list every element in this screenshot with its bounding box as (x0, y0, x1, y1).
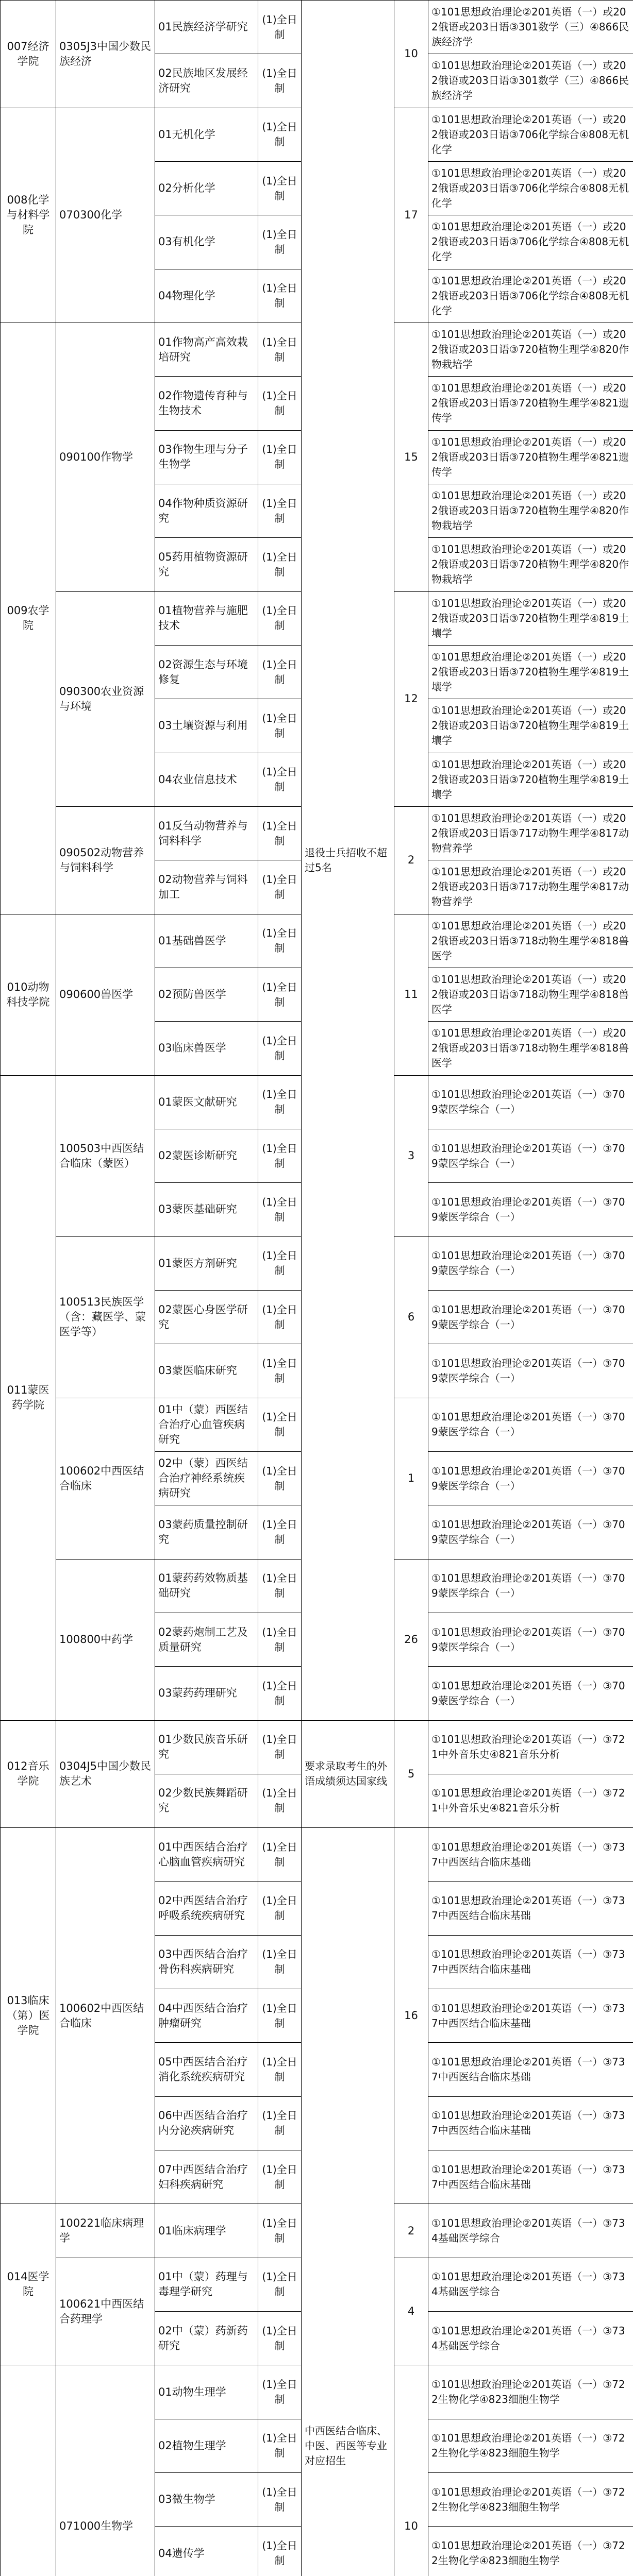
degree-cell: (1)全日制 (258, 1451, 302, 1505)
degree-cell: (1)全日制 (258, 1075, 302, 1129)
exams-cell: ①101思想政治理论②201英语（一）或202俄语或203日语③720植物生理学④819土壤学 (428, 645, 633, 699)
degree-cell: (1)全日制 (258, 2150, 302, 2204)
major-cell: 100800中药学 (56, 1559, 155, 1720)
direction-cell: 03蒙药药理研究 (155, 1667, 258, 1720)
degree-cell: (1)全日制 (258, 269, 302, 323)
direction-cell: 01中西医结合治疗心脑血管疾病研究 (155, 1828, 258, 1882)
exams-cell: ①101思想政治理论②201英语（一）③709蒙医学综合（一） (428, 1667, 633, 1720)
major-cell: 090100作物学 (56, 323, 155, 591)
exams-cell: ①101思想政治理论②201英语（一）③709蒙医学综合（一） (428, 1559, 633, 1613)
count-cell: 10 (394, 1, 428, 108)
degree-cell: (1)全日制 (258, 2096, 302, 2150)
degree-cell: (1)全日制 (258, 1236, 302, 1290)
table-row (1, 1720, 633, 1774)
degree-cell: (1)全日制 (258, 377, 302, 430)
degree-cell: (1)全日制 (258, 645, 302, 699)
college-cell: 010动物科技学院 (1, 914, 56, 1075)
direction-cell: 01蒙医方剂研究 (155, 1236, 258, 1290)
degree-cell: (1)全日制 (258, 1882, 302, 1935)
direction-cell: 01中（蒙）药理与毒理学研究 (155, 2258, 258, 2311)
direction-cell: 04农业信息技术 (155, 753, 258, 806)
exams-cell: ①101思想政治理论②201英语（一）③722生物化学④823细胞生物学 (428, 2473, 633, 2527)
exams-cell: ①101思想政治理论②201英语（一）③709蒙医学综合（一） (428, 1236, 633, 1290)
exams-cell: ①101思想政治理论②201英语（一）③722生物化学④823细胞生物学 (428, 2527, 633, 2576)
count-cell: 2 (394, 2204, 428, 2258)
exams-cell: ①101思想政治理论②201英语（一）或202俄语或203日语③706化学综合④808无机化学 (428, 269, 633, 323)
major-cell: 100221临床病理学 (56, 2204, 155, 2258)
degree-cell: (1)全日制 (258, 699, 302, 753)
degree-cell: (1)全日制 (258, 1129, 302, 1182)
degree-cell: (1)全日制 (258, 1505, 302, 1559)
count-cell: 16 (394, 1828, 428, 2204)
direction-cell: 01动物生理学 (155, 2365, 258, 2419)
direction-cell: 01少数民族音乐研究 (155, 1720, 258, 1774)
exams-cell: ①101思想政治理论②201英语（一）或202俄语或203日语③720植物生理学④820作物栽培学 (428, 323, 633, 376)
degree-cell: (1)全日制 (258, 538, 302, 591)
degree-cell: (1)全日制 (258, 1935, 302, 1989)
table-body (1, 1, 633, 2576)
degree-cell: (1)全日制 (258, 1344, 302, 1398)
direction-cell: 02民族地区发展经济研究 (155, 54, 258, 108)
major-cell: 070300化学 (56, 108, 155, 323)
direction-cell: 03土壤资源与利用 (155, 699, 258, 753)
degree-cell: (1)全日制 (258, 1613, 302, 1666)
exams-cell: ①101思想政治理论②201英语（一）③709蒙医学综合（一） (428, 1451, 633, 1505)
college-cell: 008化学与材料学院 (1, 108, 56, 323)
degree-cell: (1)全日制 (258, 323, 302, 376)
exams-cell: ①101思想政治理论②201英语（一）③737中西医结合临床基础 (428, 1989, 633, 2043)
exams-cell: ①101思想政治理论②201英语（一）或202俄语或203日语③301数学（三）④866民族经济学 (428, 54, 633, 108)
direction-cell: 01蒙医文献研究 (155, 1075, 258, 1129)
degree-cell: (1)全日制 (258, 753, 302, 806)
major-cell: 100602中西医结合临床 (56, 1398, 155, 1559)
exams-cell: ①101思想政治理论②201英语（一）③734基础医学综合 (428, 2312, 633, 2365)
direction-cell: 02动物营养与饲料加工 (155, 860, 258, 914)
count-cell: 1 (394, 1398, 428, 1559)
degree-cell: (1)全日制 (258, 484, 302, 537)
direction-cell: 02中（蒙）西医结合治疗神经系统疾病研究 (155, 1451, 258, 1505)
degree-cell: (1)全日制 (258, 1559, 302, 1613)
count-cell: 12 (394, 591, 428, 806)
direction-cell: 01作物高产高效栽培研究 (155, 323, 258, 376)
college-cell (1, 2365, 56, 2576)
degree-cell: (1)全日制 (258, 215, 302, 269)
degree-cell: (1)全日制 (258, 2204, 302, 2258)
direction-cell: 01中（蒙）西医结合治疗心血管疾病研究 (155, 1398, 258, 1451)
major-cell: 090300农业资源与环境 (56, 591, 155, 806)
college-cell: 011蒙医药学院 (1, 1075, 56, 1720)
degree-cell: (1)全日制 (258, 1022, 302, 1075)
major-cell: 090600兽医学 (56, 914, 155, 1075)
degree-cell: (1)全日制 (258, 1720, 302, 1774)
exams-cell: ①101思想政治理论②201英语（一）或202俄语或203日语③717动物生理学④817动物营养学 (428, 860, 633, 914)
exams-cell: ①101思想政治理论②201英语（一）③737中西医结合临床基础 (428, 1882, 633, 1935)
major-cell: 071000生物学 (56, 2365, 155, 2576)
degree-cell: (1)全日制 (258, 1290, 302, 1344)
degree-cell: (1)全日制 (258, 108, 302, 161)
exams-cell: ①101思想政治理论②201英语（一）③734基础医学综合 (428, 2204, 633, 2258)
direction-cell: 02作物遗传育种与生物技术 (155, 377, 258, 430)
degree-cell: (1)全日制 (258, 161, 302, 215)
exams-cell: ①101思想政治理论②201英语（一）或202俄语或203日语③720植物生理学④819土壤学 (428, 753, 633, 806)
exams-cell: ①101思想政治理论②201英语（一）③737中西医结合临床基础 (428, 2043, 633, 2096)
degree-cell: (1)全日制 (258, 2419, 302, 2472)
count-cell: 10 (394, 2365, 428, 2576)
direction-cell: 04作物种质资源研究 (155, 484, 258, 537)
degree-cell: (1)全日制 (258, 1398, 302, 1451)
direction-cell: 03蒙医临床研究 (155, 1344, 258, 1398)
degree-cell: (1)全日制 (258, 2365, 302, 2419)
exams-cell: ①101思想政治理论②201英语（一）或202俄语或203日语③720植物生理学④819土壤学 (428, 591, 633, 645)
direction-cell: 04遗传学 (155, 2527, 258, 2576)
direction-cell: 03微生物学 (155, 2473, 258, 2527)
exams-cell: ①101思想政治理论②201英语（一）或202俄语或203日语③720植物生理学④821遗传学 (428, 430, 633, 484)
degree-cell: (1)全日制 (258, 1989, 302, 2043)
direction-cell: 02植物生理学 (155, 2419, 258, 2472)
direction-cell: 03蒙医基础研究 (155, 1183, 258, 1236)
college-cell: 012音乐学院 (1, 1720, 56, 1828)
remark-cell: 退役士兵招收不超过5名 (302, 1, 394, 1721)
exams-cell: ①101思想政治理论②201英语（一）或202俄语或203日语③301数学（三）④866民族经济学 (428, 1, 633, 54)
exams-cell: ①101思想政治理论②201英语（一）③709蒙医学综合（一） (428, 1075, 633, 1129)
count-cell: 26 (394, 1559, 428, 1720)
college-cell: 007经济学院 (1, 1, 56, 108)
degree-cell: (1)全日制 (258, 430, 302, 484)
direction-cell: 02蒙药炮制工艺及质量研究 (155, 1613, 258, 1666)
direction-cell: 06中西医结合治疗内分泌疾病研究 (155, 2096, 258, 2150)
count-cell: 5 (394, 1720, 428, 1828)
exams-cell: ①101思想政治理论②201英语（一）③737中西医结合临床基础 (428, 2096, 633, 2150)
major-cell: 100602中西医结合临床 (56, 1828, 155, 2204)
direction-cell: 07中西医结合治疗妇科疾病研究 (155, 2150, 258, 2204)
degree-cell: (1)全日制 (258, 2258, 302, 2311)
count-cell: 17 (394, 108, 428, 323)
direction-cell: 01植物营养与施肥技术 (155, 591, 258, 645)
degree-cell: (1)全日制 (258, 54, 302, 108)
direction-cell: 02蒙医心身医学研究 (155, 1290, 258, 1344)
count-cell: 6 (394, 1236, 428, 1398)
exams-cell: ①101思想政治理论②201英语（一）③709蒙医学综合（一） (428, 1290, 633, 1344)
direction-cell: 03临床兽医学 (155, 1022, 258, 1075)
exams-cell: ①101思想政治理论②201英语（一）或202俄语或203日语③706化学综合④808无机化学 (428, 215, 633, 269)
exams-cell: ①101思想政治理论②201英语（一）③709蒙医学综合（一） (428, 1613, 633, 1666)
direction-cell: 01民族经济学研究 (155, 1, 258, 54)
remark-cell: 中西医结合临床、中医、西医等专业对应招生 (302, 1828, 394, 2576)
direction-cell: 01基础兽医学 (155, 914, 258, 968)
degree-cell: (1)全日制 (258, 2473, 302, 2527)
degree-cell: (1)全日制 (258, 1667, 302, 1720)
direction-cell: 03蒙药质量控制研究 (155, 1505, 258, 1559)
major-cell: 0304J5中国少数民族艺术 (56, 1720, 155, 1828)
direction-cell: 02少数民族舞蹈研究 (155, 1774, 258, 1827)
major-cell: 100621中西医结合药理学 (56, 2258, 155, 2365)
exams-cell: ①101思想政治理论②201英语（一）或202俄语或203日语③720植物生理学④821遗传学 (428, 377, 633, 430)
count-cell: 4 (394, 2258, 428, 2365)
remark-cell: 要求录取考生的外语成绩须达国家线 (302, 1720, 394, 1828)
degree-cell: (1)全日制 (258, 1828, 302, 1882)
college-cell: 014医学院 (1, 2204, 56, 2365)
direction-cell: 01临床病理学 (155, 2204, 258, 2258)
exams-cell: ①101思想政治理论②201英语（一）③709蒙医学综合（一） (428, 1398, 633, 1451)
exams-cell: ①101思想政治理论②201英语（一）③722生物化学④823细胞生物学 (428, 2365, 633, 2419)
exams-cell: ①101思想政治理论②201英语（一）③734基础医学综合 (428, 2258, 633, 2311)
direction-cell: 02预防兽医学 (155, 968, 258, 1021)
degree-cell: (1)全日制 (258, 2043, 302, 2096)
direction-cell: 01无机化学 (155, 108, 258, 161)
direction-cell: 02蒙医诊断研究 (155, 1129, 258, 1182)
count-cell: 11 (394, 914, 428, 1075)
exams-cell: ①101思想政治理论②201英语（一）③709蒙医学综合（一） (428, 1344, 633, 1398)
exams-cell: ①101思想政治理论②201英语（一）③709蒙医学综合（一） (428, 1129, 633, 1182)
direction-cell: 02分析化学 (155, 161, 258, 215)
degree-cell: (1)全日制 (258, 914, 302, 968)
direction-cell: 03作物生理与分子生物学 (155, 430, 258, 484)
table-row (1, 1, 633, 54)
exams-cell: ①101思想政治理论②201英语（一）③722生物化学④823细胞生物学 (428, 2419, 633, 2472)
direction-cell: 05中西医结合治疗消化系统疾病研究 (155, 2043, 258, 2096)
count-cell: 3 (394, 1075, 428, 1236)
exams-cell: ①101思想政治理论②201英语（一）或202俄语或203日语③718动物生理学④818兽医学 (428, 1022, 633, 1075)
exams-cell: ①101思想政治理论②201英语（一）③721中外音乐史④821音乐分析 (428, 1720, 633, 1774)
count-cell: 15 (394, 323, 428, 591)
table-row (1, 1828, 633, 1882)
direction-cell: 01蒙药药效物质基础研究 (155, 1559, 258, 1613)
exams-cell: ①101思想政治理论②201英语（一）③737中西医结合临床基础 (428, 1935, 633, 1989)
degree-cell: (1)全日制 (258, 591, 302, 645)
exams-cell: ①101思想政治理论②201英语（一）或202俄语或203日语③718动物生理学④818兽医学 (428, 968, 633, 1021)
degree-cell: (1)全日制 (258, 806, 302, 860)
degree-cell: (1)全日制 (258, 968, 302, 1021)
direction-cell: 05药用植物资源研究 (155, 538, 258, 591)
college-cell: 009农学院 (1, 323, 56, 914)
exams-cell: ①101思想政治理论②201英语（一）③737中西医结合临床基础 (428, 2150, 633, 2204)
direction-cell: 01反刍动物营养与饲料科学 (155, 806, 258, 860)
exams-cell: ①101思想政治理论②201英语（一）或202俄语或203日语③718动物生理学④818兽医学 (428, 914, 633, 968)
major-cell: 100513民族医学（含：藏医学、蒙医学等） (56, 1236, 155, 1398)
exams-cell: ①101思想政治理论②201英语（一）或202俄语或203日语③706化学综合④808无机化学 (428, 161, 633, 215)
exams-cell: ①101思想政治理论②201英语（一）或202俄语或203日语③720植物生理学④820作物栽培学 (428, 484, 633, 537)
count-cell: 2 (394, 806, 428, 914)
direction-cell: 03有机化学 (155, 215, 258, 269)
exams-cell: ①101思想政治理论②201英语（一）③737中西医结合临床基础 (428, 1828, 633, 1882)
exams-cell: ①101思想政治理论②201英语（一）③721中外音乐史④821音乐分析 (428, 1774, 633, 1827)
exams-cell: ①101思想政治理论②201英语（一）或202俄语或203日语③720植物生理学④820作物栽培学 (428, 538, 633, 591)
degree-cell: (1)全日制 (258, 2312, 302, 2365)
exams-cell: ①101思想政治理论②201英语（一）或202俄语或203日语③717动物生理学④817动物营养学 (428, 806, 633, 860)
degree-cell: (1)全日制 (258, 1, 302, 54)
degree-cell: (1)全日制 (258, 1183, 302, 1236)
exams-cell: ①101思想政治理论②201英语（一）③709蒙医学综合（一） (428, 1183, 633, 1236)
degree-cell: (1)全日制 (258, 2527, 302, 2576)
major-cell: 090502动物营养与饲料科学 (56, 806, 155, 914)
degree-cell: (1)全日制 (258, 860, 302, 914)
degree-cell: (1)全日制 (258, 1774, 302, 1827)
direction-cell: 02中西医结合治疗呼吸系统疾病研究 (155, 1882, 258, 1935)
major-cell: 0305J3中国少数民族经济 (56, 1, 155, 108)
major-cell: 100503中西医结合临床（蒙医） (56, 1075, 155, 1236)
direction-cell: 02资源生态与环境修复 (155, 645, 258, 699)
college-cell: 013临床（第）医学院 (1, 1828, 56, 2204)
exams-cell: ①101思想政治理论②201英语（一）或202俄语或203日语③720植物生理学④819土壤学 (428, 699, 633, 753)
exams-cell: ①101思想政治理论②201英语（一）或202俄语或203日语③706化学综合④808无机化学 (428, 108, 633, 161)
exams-cell: ①101思想政治理论②201英语（一）③709蒙医学综合（一） (428, 1505, 633, 1559)
direction-cell: 04物理化学 (155, 269, 258, 323)
direction-cell: 04中西医结合治疗肿瘤研究 (155, 1989, 258, 2043)
direction-cell: 03中西医结合治疗骨伤科疾病研究 (155, 1935, 258, 1989)
direction-cell: 02中（蒙）药新药研究 (155, 2312, 258, 2365)
